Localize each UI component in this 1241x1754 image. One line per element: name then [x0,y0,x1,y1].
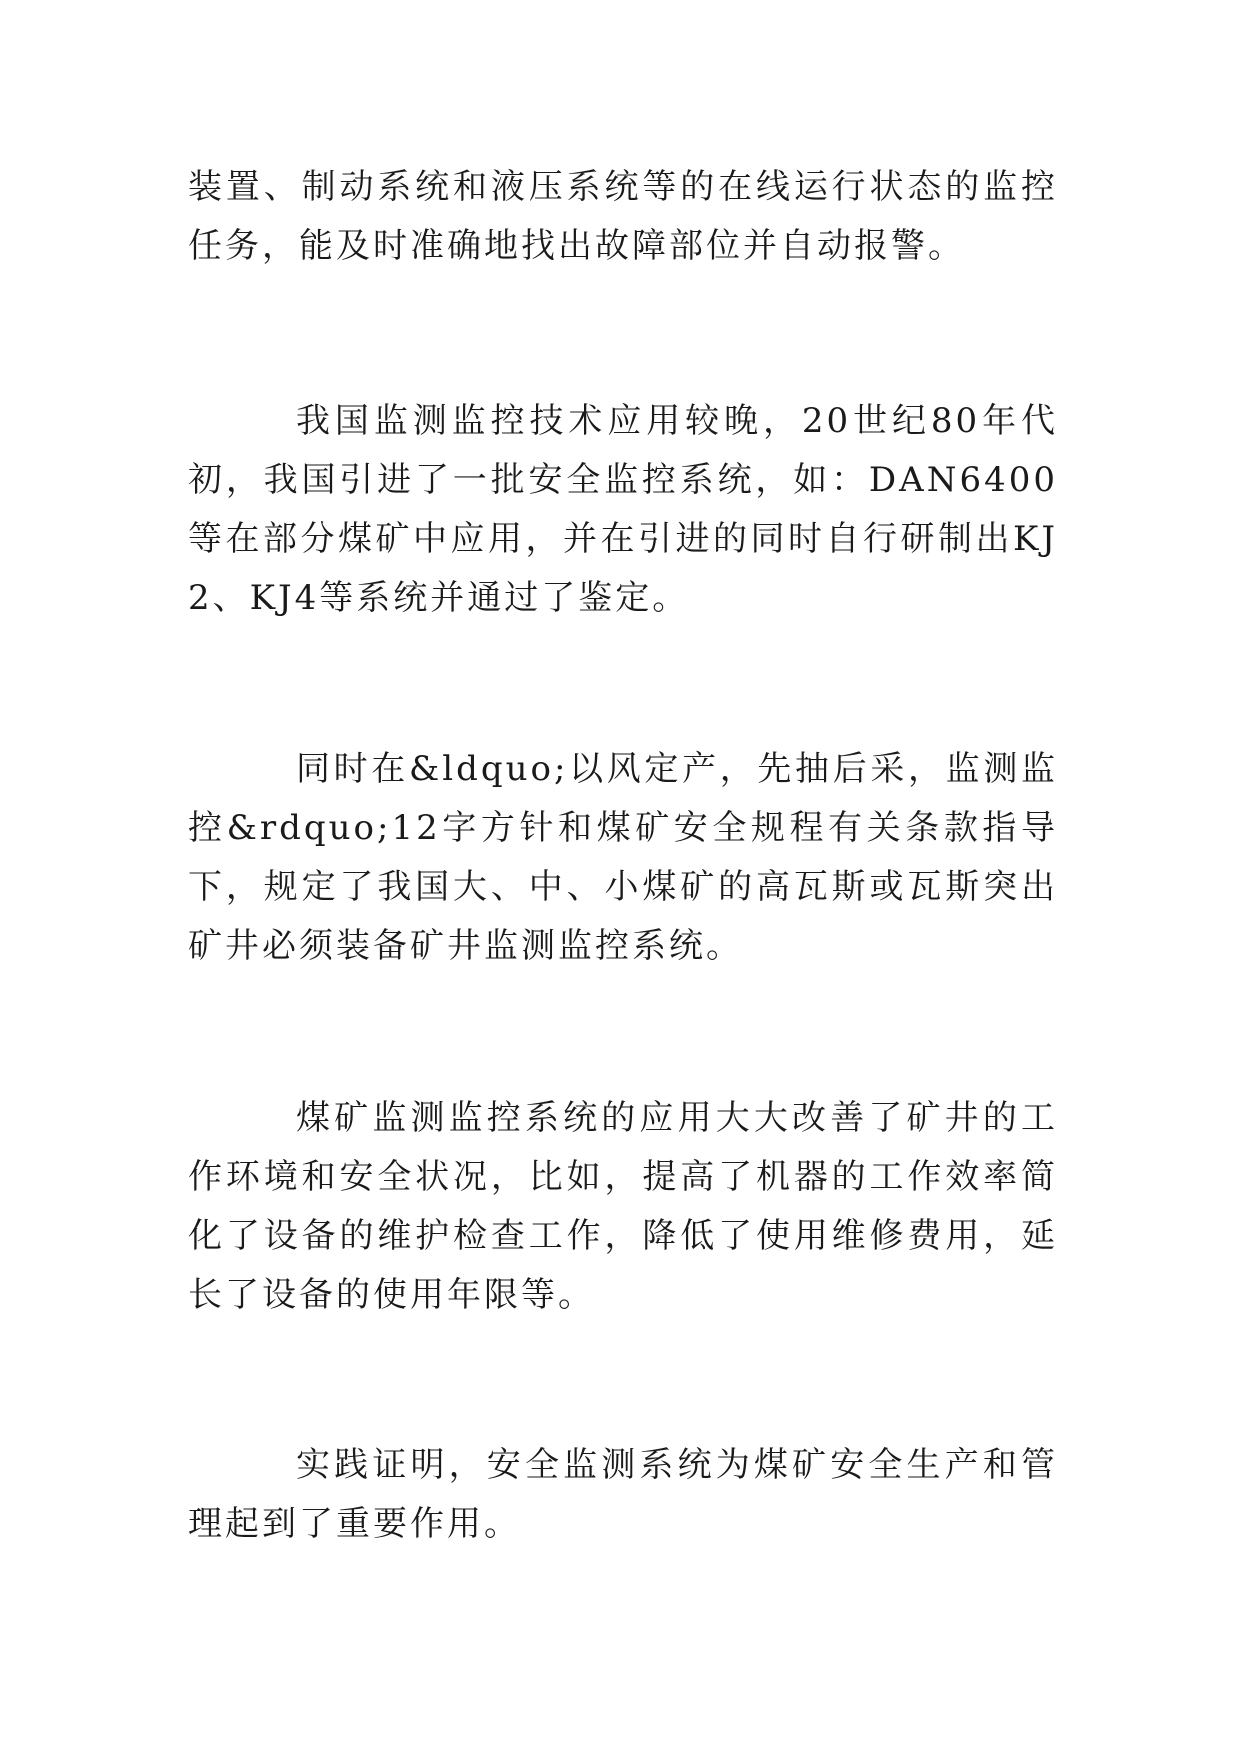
paragraph-monitoring-history: 我国监测监控技术应用较晚，20世纪80年代初，我国引进了一批安全监控系统，如：DAN6400等在部分煤矿中应用，并在引进的同时自行研制出KJ2、KJ4等系统并通过了鉴定。 [188,401,1058,618]
paragraph-benefits: 煤矿监测监控系统的应用大大改善了矿井的工作环境和安全状况，比如，提高了机器的工作效率简化了设备的维护检查工作，降低了使用维修费用，延长了设备的使用年限等。 [188,1098,1058,1315]
paragraph-conclusion: 实践证明，安全监测系统为煤矿安全生产和管理起到了重要作用。 [188,1445,1058,1544]
paragraph-policy: 同时在&ldquo;以风定产，先抽后采，监测监控&rdquo;12字方针和煤矿安全规程有关条款指导下，规定了我国大、中、小煤矿的高瓦斯或瓦斯突出矿井必须装备矿井监测监控系统。 [188,749,1058,966]
paragraph-continuation: 装置、制动系统和液压系统等的在线运行状态的监控任务，能及时准确地找出故障部位并自动报警。 [188,167,1058,266]
